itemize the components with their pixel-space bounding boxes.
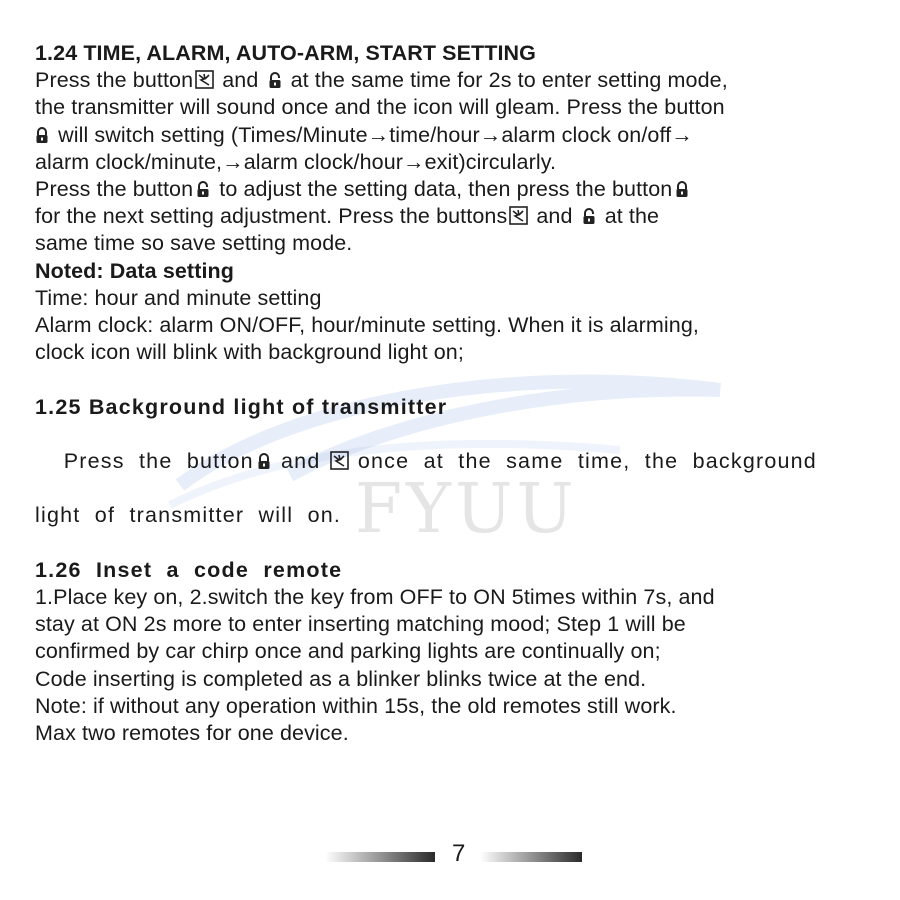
section-1-24-heading: 1.24 TIME, ALARM, AUTO-ARM, START SETTING — [35, 41, 536, 65]
text-line: alarm clock/minute,→alarm clock/hour→exit)circularly. — [35, 149, 557, 174]
text-line: Press the button to adjust the setting data, then press the button — [35, 176, 880, 203]
text-line: Code inserting is completed as a blinker blinks twice at the end. — [35, 666, 647, 691]
text-line: will switch setting (Times/Minute→time/hour→alarm clock on/off→ — [35, 122, 880, 149]
text-line: same time so save setting mode. — [35, 231, 353, 256]
text-line: light of transmitter will on. — [35, 503, 342, 528]
page-number: 7 — [452, 840, 466, 867]
page-footer — [0, 840, 900, 870]
noted-heading: Noted: Data setting — [35, 258, 234, 283]
text-line: the transmitter will sound once and the icon will gleam. Press the button — [35, 95, 725, 120]
text-line: clock icon will blink with background light on; — [35, 340, 464, 365]
text-line: Max two remotes for one device. — [35, 721, 349, 746]
lock-icon — [268, 72, 282, 89]
section-1-26-heading: 1.26 Inset a code remote — [35, 557, 343, 582]
unlock-icon — [35, 127, 49, 144]
lock-icon — [582, 208, 596, 225]
unlock-icon — [675, 181, 689, 198]
manual-page — [35, 40, 880, 747]
text-line: Press the button and at the same time for 2s to enter setting mode, — [35, 68, 728, 93]
text-line: for the next setting adjustment. Press the buttons and at the — [35, 204, 660, 229]
text-line: Press the button and once at the same time, the background — [63, 449, 817, 474]
trunk-flash-icon — [509, 206, 528, 225]
spacer — [35, 366, 880, 393]
footer-bar-left — [325, 852, 435, 862]
trunk-flash-icon — [330, 451, 349, 470]
trunk-flash-icon — [195, 70, 214, 89]
text-line: confirmed by car chirp once and parking lights are continually on; — [35, 639, 661, 664]
watermark-text: FYUU — [355, 470, 578, 549]
footer-bar-right — [480, 852, 582, 862]
text-line: 1.Place key on, 2.switch the key from OFF to ON 5times within 7s, and — [35, 585, 715, 610]
text-line: Time: hour and minute setting — [35, 285, 322, 310]
text-line: Alarm clock: alarm ON/OFF, hour/minute setting. When it is alarming, — [35, 313, 699, 338]
section-1-25-heading: 1.25 Background light of transmitter — [35, 394, 448, 419]
text-line: Note: if without any operation within 15s, the old remotes still work. — [35, 693, 677, 718]
unlock-icon — [257, 453, 271, 470]
text-line: stay at ON 2s more to enter inserting matching mood; Step 1 will be — [35, 612, 686, 637]
lock-icon — [196, 181, 210, 198]
